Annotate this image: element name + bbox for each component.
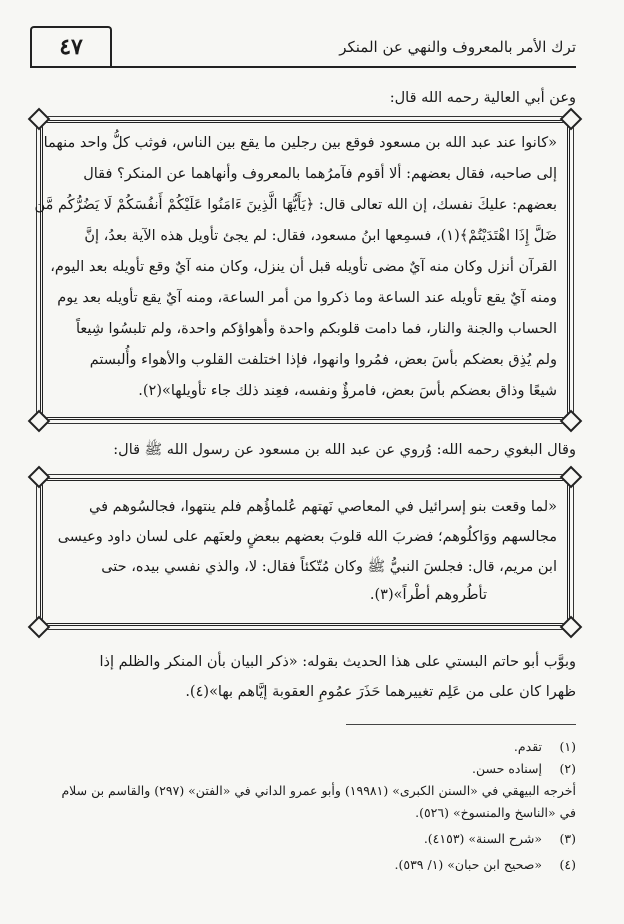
footnote-text: تقدم. — [513, 739, 542, 754]
quote-line: الحساب والجنة والنار، فما دامت قلوبكم واحدة وأهواؤكم واحدة، ولم تلبسُوا شِيعاً — [75, 321, 557, 337]
footnote-number: (٣) — [559, 831, 576, 846]
footnote — [40, 856, 576, 874]
quote-line: ومنه آيٌ يقع تأويله عند الساعة وما ذكروا من أمر الساعة، ومنه آيٌ يقع تأويله بعد يوم — [57, 290, 557, 306]
quote-line: القرآن أنزل وكان منه آيٌ مضى تأويله قبل أن ينزل، وكان منه آيٌ وقع تأويله بعد اليوم، — [50, 259, 557, 275]
footnote — [40, 738, 576, 756]
footnote-text: إسناده حسن. — [472, 761, 542, 776]
box-corner-ornament — [28, 466, 51, 489]
quote-line: ضَلَّ إِذَا اهْتَدَيْتُمْ﴾(١)، فسمِعها ابنُ مسعود، فقال: لم يجئ تأويل هذه الآية بعدُ، إنَّ — [84, 228, 557, 244]
quote-line: ابن مريم، قال: فجلسَ النبيُّ ﷺ وكان مُتّكئاً فقال: لا، والذي نفسي بيده، حتى — [101, 559, 557, 575]
quote-box-bani-israel — [40, 478, 570, 626]
box-corner-ornament — [560, 616, 583, 639]
book-title: ترك الأمر بالمعروف والنهي عن المنكر — [339, 38, 576, 56]
footnote-number: (٤) — [559, 857, 576, 872]
quote-line: مجالسهم ووَاكلُوهم؛ فضربَ الله قلوبَ بعضهم ببعضٍ ولعنَهم على لسان داود وعيسى — [57, 529, 557, 545]
box-corner-ornament — [28, 616, 51, 639]
quote-line: إلى صاحبه، فقال بعضهم: ألا أقوم فآمرُهما بالمعروف وأنهاهما عن المنكر؟ فقال — [83, 166, 557, 182]
quote-box-ibn-masud — [34, 120, 570, 420]
footnote-text: «صحيح ابن حبان» (١/ ٥٣٩). — [394, 857, 542, 872]
footnote-text: في «الناسخ والمنسوخ» (٥٢٦). — [415, 805, 576, 820]
page-number: ٤٧ — [30, 26, 112, 66]
intro-baghawi: وقال البغوي رحمه الله: وُروي عن عبد الله بن مسعود عن رسول الله ﷺ قال: — [113, 442, 576, 458]
footnote — [40, 804, 576, 822]
quote-line: تأطُروهم أطْراً»(٣). — [369, 587, 487, 603]
paragraph-line: ظهرا كان على من عَلِم تغييرهما حَذَرَ عمُومِ العقوبة إيَّاهم بها»(٤). — [185, 684, 576, 700]
footnote-text: أخرجه البيهقي في «السنن الكبرى» (١٩٩٨١) وأبو عمرو الداني في «الفتن» (٢٩٧) والقاسم بن سلام — [61, 783, 576, 798]
quote-line: شيعًا وذاق بعضكم بأسَ بعض، فامرؤٌ ونفسه، فعِند ذلك جاء تأويلها»(٢). — [138, 383, 557, 399]
box-corner-ornament — [560, 410, 583, 433]
footnote-number: (٢) — [559, 761, 576, 776]
quote-line: «كانوا عند عبد الله بن مسعود فوقع بين رجلين ما يقع بين الناس، فوثب كلُّ واحد منهما — [43, 135, 557, 151]
quote-line: «لما وقعت بنو إسرائيل في المعاصي نَهتهم عُلماؤُهم فلم ينتهوا، فجالسُوهم في — [88, 499, 557, 515]
box-corner-ornament — [28, 410, 51, 433]
paragraph-line: وبوَّب أبو حاتم البستي على هذا الحديث بقوله: «ذكر البيان بأن المنكر والظلم إذا — [99, 654, 576, 670]
running-header — [30, 24, 576, 68]
footnote-separator — [346, 724, 576, 725]
footnote — [40, 760, 576, 778]
footnote — [40, 782, 576, 800]
box-corner-ornament — [28, 108, 51, 131]
box-corner-ornament — [560, 108, 583, 131]
footnote-number: (١) — [559, 739, 576, 754]
quote-line: ولم يُذِق بعضكم بأسَ بعض، فمُروا وانهوا، فإذا اختلفت القلوب والأهواء وأُلبستم — [89, 352, 557, 368]
box-corner-ornament — [560, 466, 583, 489]
quote-line: بعضهم: عليكَ نفسك، إن الله تعالى قال: ﴿يَأَيُّهَا الَّذِينَ ءَامَنُوا عَلَيْكُمْ أَنفُسَكُمْ لَا يَضُرُّكُم مَّن — [34, 197, 557, 213]
footnote-text: «شرح السنة» (٤١٥٣). — [423, 831, 542, 846]
footnote — [40, 830, 576, 848]
intro-abu-aliya: وعن أبي العالية رحمه الله قال: — [389, 90, 576, 106]
